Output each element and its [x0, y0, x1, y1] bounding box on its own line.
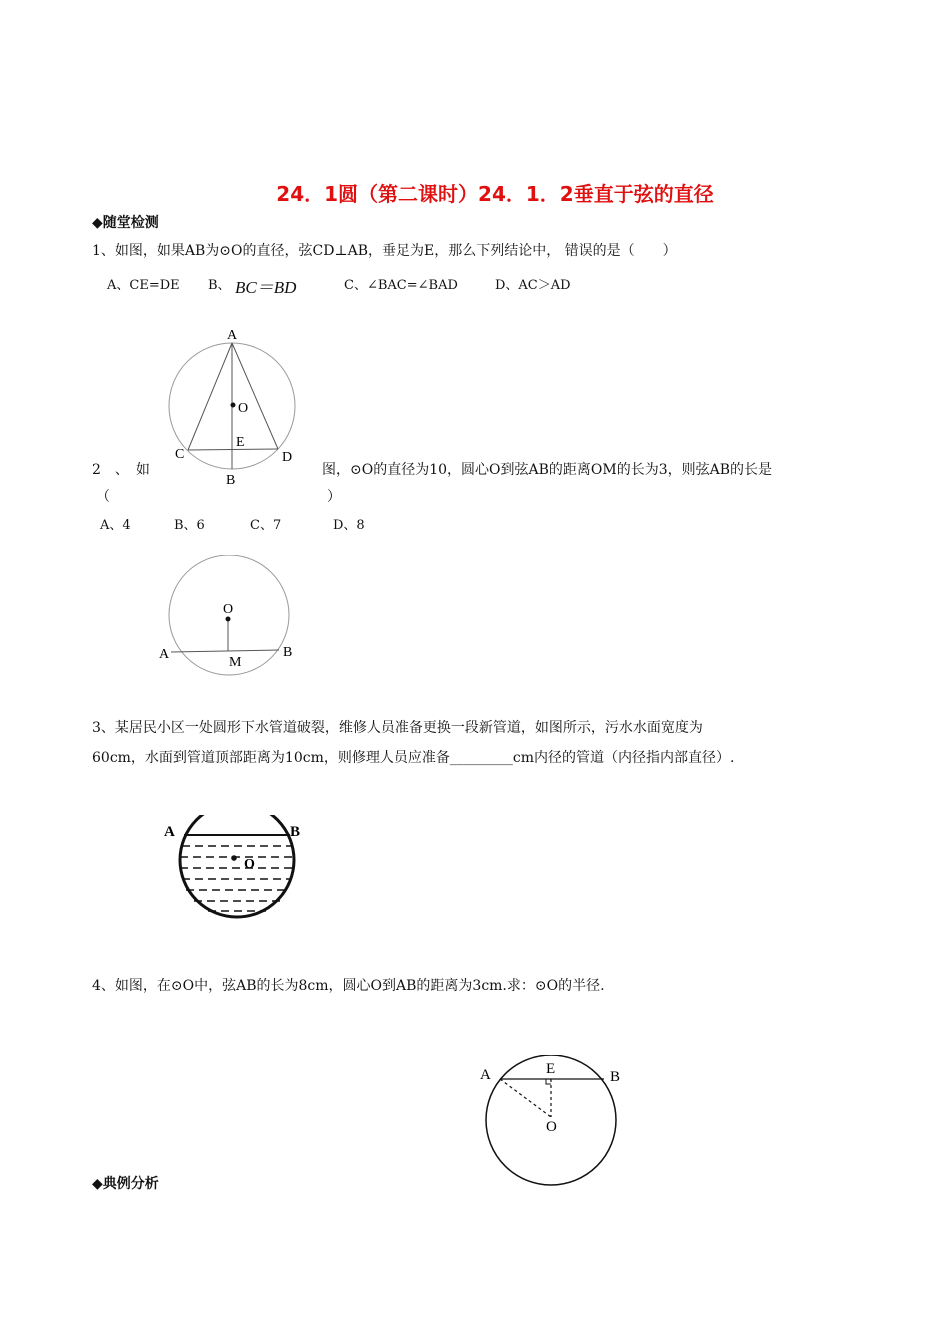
- question-1-option-b-formula: BC＝BD: [235, 278, 297, 297]
- question-1-option-c: C、∠BAC=∠BAD: [344, 278, 458, 293]
- q3-center-dot: [231, 855, 237, 861]
- q3-label-a: A: [164, 824, 175, 840]
- question-2-option-c: C、7: [250, 518, 282, 533]
- q2-label-a: A: [159, 647, 170, 662]
- question-2-option-a: A、4: [100, 518, 131, 533]
- question-1-figure: [160, 320, 310, 495]
- q1-label-d: D: [282, 450, 293, 465]
- question-3-line-1: 3、某居民小区一处圆形下水管道破裂，维修人员准备更换一段新管道，如图所示，污水水面宽度为: [92, 720, 703, 736]
- question-1-stem: 1、如图，如果AB为⊙O的直径，弦CD⊥AB，垂足为E，那么下列结论中， 错误的是（ ）: [92, 243, 677, 259]
- question-2-figure: [155, 555, 305, 680]
- q1-label-e: E: [236, 435, 245, 450]
- q3-label-o: O: [244, 857, 255, 872]
- q2-chord-ab: [171, 650, 279, 652]
- q4-segment-oa: [500, 1079, 551, 1117]
- question-2-stem-end: 图，⊙O的直径为10，圆心O到弦AB的距离OM的长为3，则弦AB的长是: [322, 462, 773, 478]
- q1-label-o: O: [238, 401, 249, 416]
- question-4-stem: 4、如图，在⊙O中，弦AB的长为8cm，圆心O到AB的距离为3cm.求：⊙O的半径.: [92, 978, 605, 994]
- page-title: 24．1圆（第二课时）24．1．2垂直于弦的直径: [276, 182, 714, 206]
- q4-right-angle-mark: [546, 1079, 551, 1084]
- q4-label-b: B: [610, 1069, 621, 1085]
- q1-center-dot: [231, 403, 236, 408]
- q3-water-hatching: [180, 846, 294, 911]
- q1-label-a: A: [227, 328, 238, 343]
- question-1-option-a: A、CE=DE: [107, 278, 180, 293]
- section-heading-practice: ◆随堂检测: [92, 215, 159, 231]
- q1-label-c: C: [175, 447, 185, 462]
- question-4-figure: [470, 1055, 635, 1190]
- section-heading-examples: ◆典例分析: [92, 1176, 159, 1192]
- question-3-figure: [160, 815, 310, 925]
- q1-segment-ac: [188, 343, 232, 450]
- q2-label-m: M: [229, 655, 242, 670]
- q4-label-e: E: [546, 1061, 556, 1077]
- question-1-option-b-label: B、: [208, 278, 231, 293]
- q2-label-b: B: [283, 645, 293, 660]
- question-1-option-d: D、AC＞AD: [495, 278, 571, 293]
- question-2-option-d: D、8: [333, 518, 365, 533]
- question-3-line-2: 60cm，水面到管道顶部距离为10cm，则修理人员应准备_________cm内径的管道（内径指内部直径）.: [92, 750, 735, 766]
- q1-segment-ad: [232, 343, 278, 449]
- q4-label-o: O: [546, 1119, 557, 1135]
- q2-center-dot: [226, 617, 231, 622]
- question-2-paren-open: （: [96, 489, 110, 505]
- question-2-option-b: B、6: [174, 518, 205, 533]
- question-2-stem-start: 2 、 如: [92, 462, 150, 478]
- q4-label-a: A: [480, 1067, 491, 1083]
- question-2-paren-close: ）: [327, 489, 341, 505]
- q3-label-b: B: [290, 824, 301, 840]
- q1-label-b: B: [226, 473, 236, 488]
- q2-label-o: O: [223, 602, 234, 617]
- q1-chord-cd: [188, 449, 278, 450]
